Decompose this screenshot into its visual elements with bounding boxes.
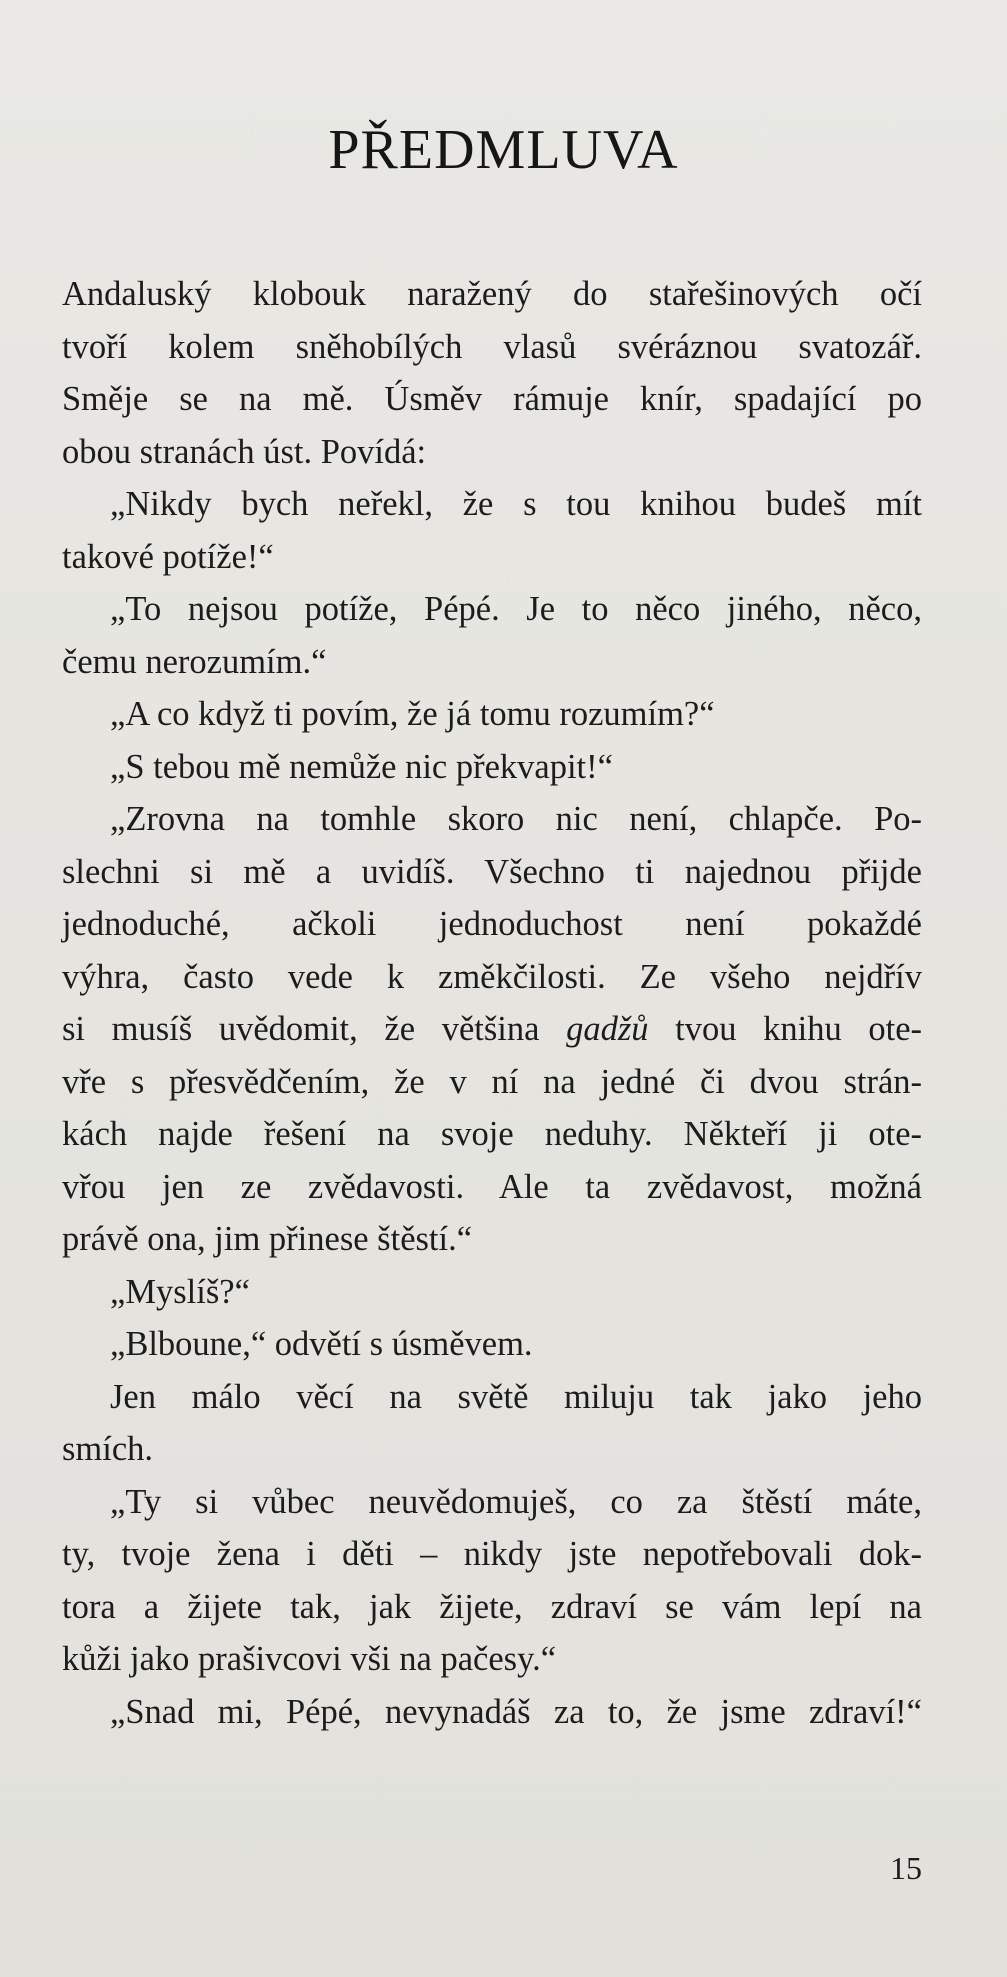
text-line: vřou jen ze zvědavosti. Ale ta zvědavost, možná <box>62 1167 922 1206</box>
text-line: „Zrovna na tomhle skoro nic není, chlapče. Po- <box>110 800 922 838</box>
text-line: kůži jako prašivcovi vši na pačesy.“ <box>62 1640 557 1678</box>
text-line: „To nejsou potíže, Pépé. Je to něco jiného, něco, <box>110 590 922 628</box>
text-line: ty, tvoje žena i děti – nikdy jste nepotřebovali dok- <box>62 1535 922 1573</box>
text-line: Andaluský klobouk naražený do stařešinových očí <box>62 275 922 313</box>
text-line: slechni si mě a uvidíš. Všechno ti najednou přijde <box>62 852 922 891</box>
text-line: „Nikdy bych neřekl, že s tou knihou budeš mít <box>110 485 922 523</box>
text-line: Směje se na mě. Úsměv rámuje knír, spadající po <box>62 380 922 418</box>
text-line: tvoří kolem sněhobílých vlasů svéráznou svatozář. <box>62 327 922 366</box>
chapter-text <box>62 268 922 1738</box>
text-line: vře s přesvědčením, že v ní na jedné či dvou strán- <box>62 1062 922 1101</box>
text-line: „Ty si vůbec neuvědomuješ, co za štěstí máte, <box>110 1482 922 1521</box>
page-number: 15 <box>890 1850 922 1886</box>
text-line: čemu nerozumím.“ <box>62 642 327 681</box>
text-line: „S tebou mě nemůže nic překvapit!“ <box>110 747 613 786</box>
text-line: právě ona, jim přinese štěstí.“ <box>62 1220 473 1258</box>
text-line <box>62 1003 922 1056</box>
text-line: „Myslíš?“ <box>110 1272 250 1311</box>
text-line: smích. <box>62 1430 154 1468</box>
italic-word: gadžů <box>566 1010 649 1048</box>
text-line: „Snad mi, Pépé, nevynadáš za to, že jsme zdraví!“ <box>110 1692 922 1731</box>
text-segment: si musíš uvědomit, že většina <box>62 1010 540 1048</box>
text-line: obou stranách úst. Povídá: <box>62 432 427 471</box>
text-line: „Blboune,“ odvětí s úsměvem. <box>110 1325 533 1363</box>
text-line: tora a žijete tak, jak žijete, zdraví se vám lepí na <box>62 1587 922 1626</box>
text-line: takové potíže!“ <box>62 537 274 576</box>
text-line: Jen málo věcí na světě miluju tak jako jeho <box>110 1377 922 1416</box>
text-line: výhra, často vede k změkčilosti. Ze všeho nejdřív <box>62 957 922 996</box>
text-line: kách najde řešení na svoje neduhy. Někteří ji ote- <box>62 1115 922 1153</box>
text-line: jednoduché, ačkoli jednoduchost není pokaždé <box>62 905 922 943</box>
chapter-title: PŘEDMLUVA <box>328 119 679 181</box>
text-line: „A co když ti povím, že já tomu rozumím?“ <box>110 695 715 733</box>
text-segment: tvou knihu ote- <box>675 1010 923 1048</box>
